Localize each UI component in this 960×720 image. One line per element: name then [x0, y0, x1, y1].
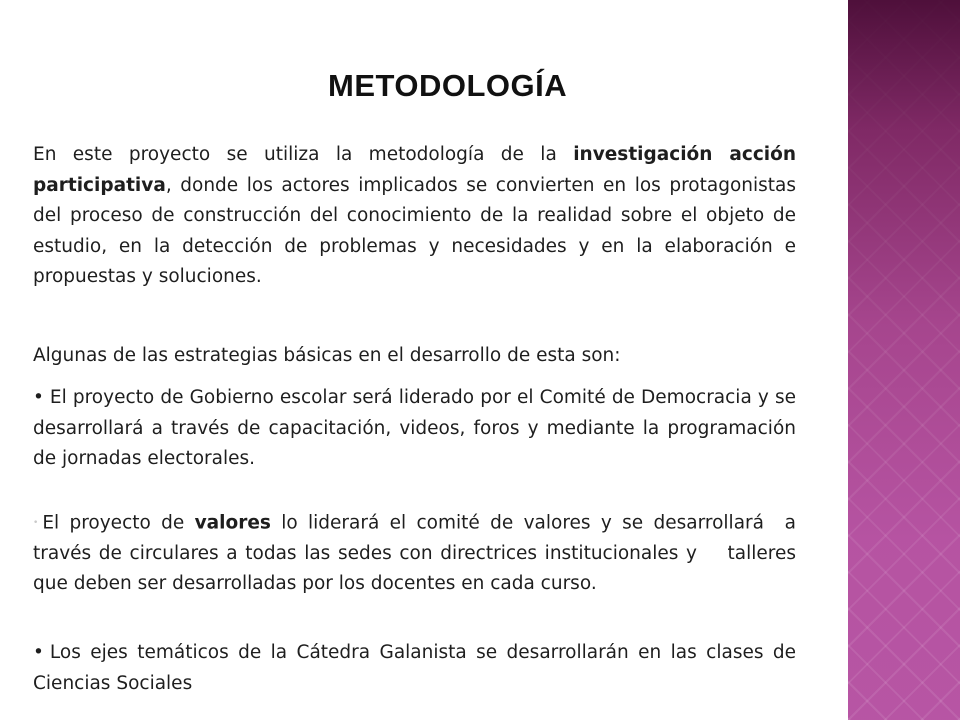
bullet-icon: •: [33, 642, 44, 663]
bullet-valores-bold: valores: [194, 512, 271, 534]
strategies-intro: Algunas de las estrategias básicas en el desarrollo de esta son:: [33, 345, 621, 366]
decorative-sidebar: [848, 0, 960, 720]
intro-paragraph: [33, 140, 796, 293]
bullet-catedra-text: Los ejes temáticos de la Cátedra Galanista se desarrollarán en las clases de Ciencias Sociales: [33, 642, 796, 694]
bullet-catedra-galanista: [33, 638, 796, 699]
slide-title: METODOLOGÍA: [328, 68, 568, 103]
bullet-icon: •: [33, 387, 44, 408]
bullet-gobierno-escolar: [33, 383, 796, 475]
intro-text-end: , donde los actores implicados se convierten en los protagonistas del proceso de construcción del conocimiento de la realidad sobre el objeto de estudio, en la detección de problemas y necesidades y en la elaboración e propuestas y soluciones.: [33, 174, 796, 287]
bullet-valores: [33, 508, 802, 600]
bullet-gobierno-text: El proyecto de Gobierno escolar será liderado por el Comité de Democracia y se desarrollará a través de capacitación, videos, foros y mediante la programación de jornadas electorales.: [33, 387, 796, 469]
bullet-valores-text-end: lo liderará el comité de valores y se desarrollará a través de circulares a todas las sedes con directrices institucionales y talleres que deben ser desarrolladas por los docentes en cada curso.: [33, 512, 802, 595]
intro-text-start: En este proyecto se utiliza la metodología de la: [33, 144, 574, 165]
bullet-icon: •: [33, 518, 39, 528]
bullet-valores-text-start: El proyecto de: [42, 512, 195, 534]
intro-bold-methodology: investigación acción participativa: [33, 144, 797, 196]
